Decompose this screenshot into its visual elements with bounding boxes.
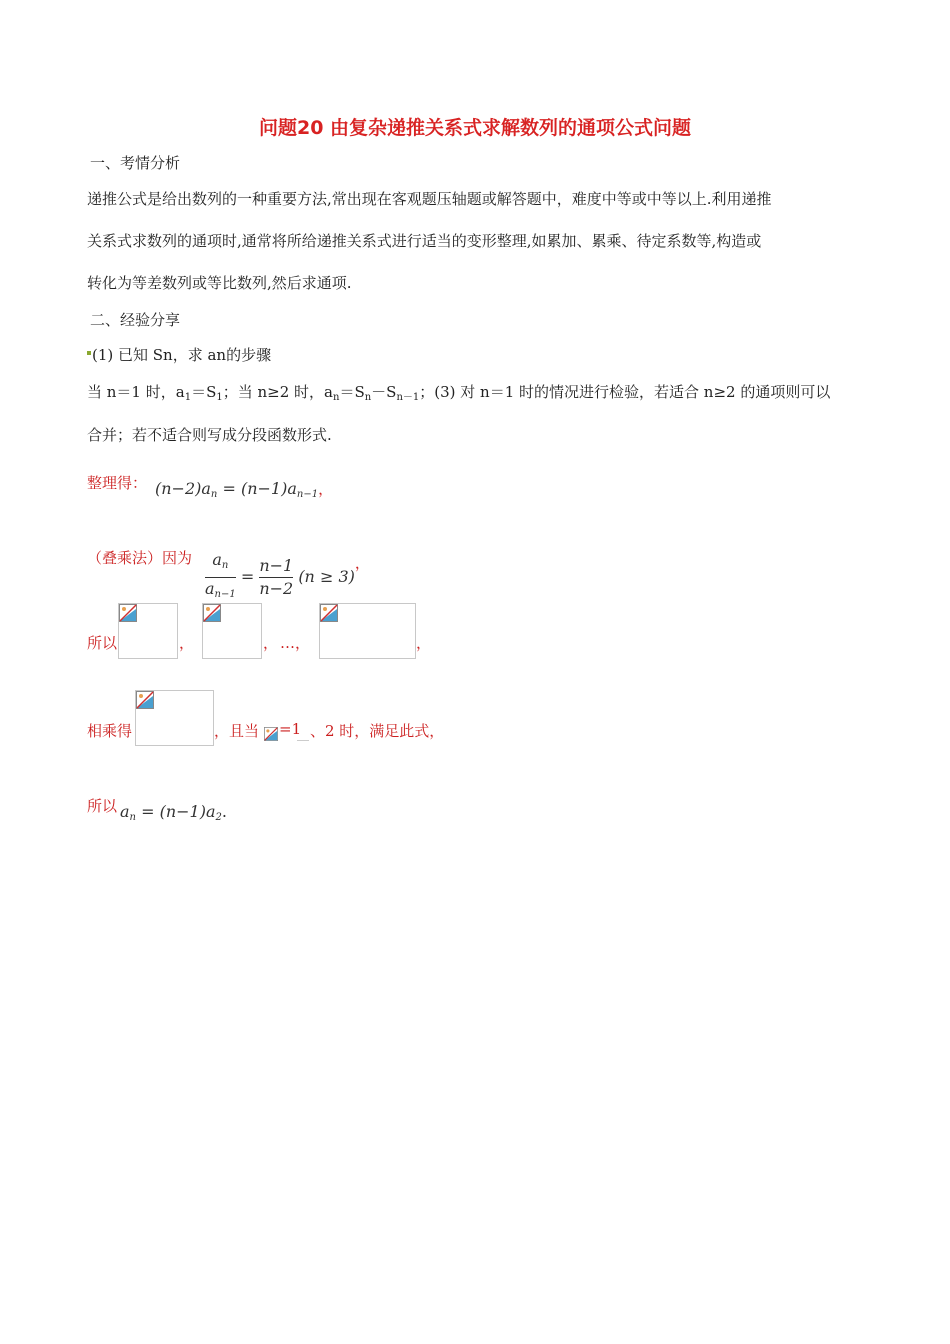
xiangcheng-text-b: =1 (279, 720, 302, 738)
frac2-den: n−2 (259, 579, 294, 598)
paragraph-line-1: 递推公式是给出数列的一种重要方法,常出现在客观题压轴题或解答题中，难度中等或中等以上.利用递推 (87, 190, 772, 208)
fraction-a-ratio (205, 550, 236, 605)
frac-num-sub: n (221, 560, 229, 571)
xiangcheng-text-c: 、2 时，满足此式， (310, 722, 445, 740)
step-sub: n－1 (396, 392, 420, 403)
frac-den-sub: n−1 (214, 589, 236, 600)
step-sub: n (364, 392, 372, 403)
broken-image-icon (203, 604, 221, 622)
fraction-n-ratio (259, 556, 293, 599)
final-formula (120, 802, 227, 823)
formula-part: = (n−1)a (217, 479, 297, 498)
diecheng-tail: ， (354, 554, 370, 572)
comma-3: ， (416, 634, 432, 652)
step-text-part: ＝S (191, 383, 217, 401)
ellipsis: …， (280, 634, 311, 652)
step-text-line-1 (87, 381, 830, 403)
formula-image-3 (319, 603, 416, 659)
formula-sub: n (129, 812, 136, 823)
comma-1: ， (179, 634, 195, 652)
xiangcheng-text-a: ，且当 (214, 722, 260, 740)
step-text-part: 当 n＝1 时，a (87, 383, 185, 401)
final-label: 所以 (87, 797, 118, 815)
diecheng-label: （叠乘法）因为 (87, 549, 193, 567)
step-heading: (1) 已知 Sn，求 an的步骤 (92, 346, 272, 364)
frac-den: a (205, 579, 215, 598)
formula-tail: . (221, 802, 227, 821)
broken-image-icon (136, 691, 154, 709)
step-text-line-2: 合并；若不适合则写成分段函数形式. (87, 426, 332, 444)
frac-num: a (212, 550, 222, 569)
condition: (n ≥ 3) (298, 567, 355, 586)
formula-part: a (120, 802, 130, 821)
formula-sub: n (210, 489, 218, 500)
section-heading-2: 二、经验分享 (90, 311, 181, 329)
suoyi-label: 所以 (87, 634, 118, 652)
formula-part: (n−2)a (155, 479, 211, 498)
frac2-num: n−1 (259, 556, 294, 575)
formula-image-1 (118, 603, 178, 659)
formula-tail: ， (318, 480, 334, 498)
step-text-part: ＝S (339, 383, 365, 401)
equals-sign: = (240, 567, 255, 586)
comma-2: ， (263, 634, 279, 652)
step-sub: 1 (216, 392, 223, 403)
xiangcheng-label: 相乘得 (87, 722, 133, 740)
paragraph-line-2: 关系式求数列的通项时,通常将所给递推关系式进行适当的变形整理,如累加、累乘、待定系数等,构造或 (87, 232, 762, 250)
formula-sub: 2 (215, 812, 222, 823)
bullet-marker (87, 351, 91, 355)
zhengli-label: 整理得： (87, 474, 148, 492)
paragraph-line-3: 转化为等差数列或等比数列,然后求通项. (87, 274, 352, 292)
section-heading-1: 一、考情分析 (90, 154, 181, 172)
diecheng-formula (205, 550, 370, 605)
step-text-part: －S (371, 383, 397, 401)
broken-image-icon (119, 604, 137, 622)
underline (297, 740, 309, 741)
formula-part: = (n−1)a (136, 802, 216, 821)
zhengli-formula (155, 478, 333, 500)
formula-image-4 (135, 690, 214, 746)
step-sub: n (332, 392, 340, 403)
broken-image-icon (264, 727, 278, 741)
step-sub: 1 (184, 392, 192, 403)
step-text-part: ；(3) 对 n＝1 时的情况进行检验，若适合 n≥2 的通项则可以 (419, 383, 831, 401)
broken-image-icon (320, 604, 338, 622)
formula-sub: n−1 (296, 489, 319, 500)
step-text-part: ；当 n≥2 时，a (222, 383, 333, 401)
formula-image-2 (202, 603, 262, 659)
page-title: 问题20 由复杂递推关系式求解数列的通项公式问题 (258, 117, 692, 139)
